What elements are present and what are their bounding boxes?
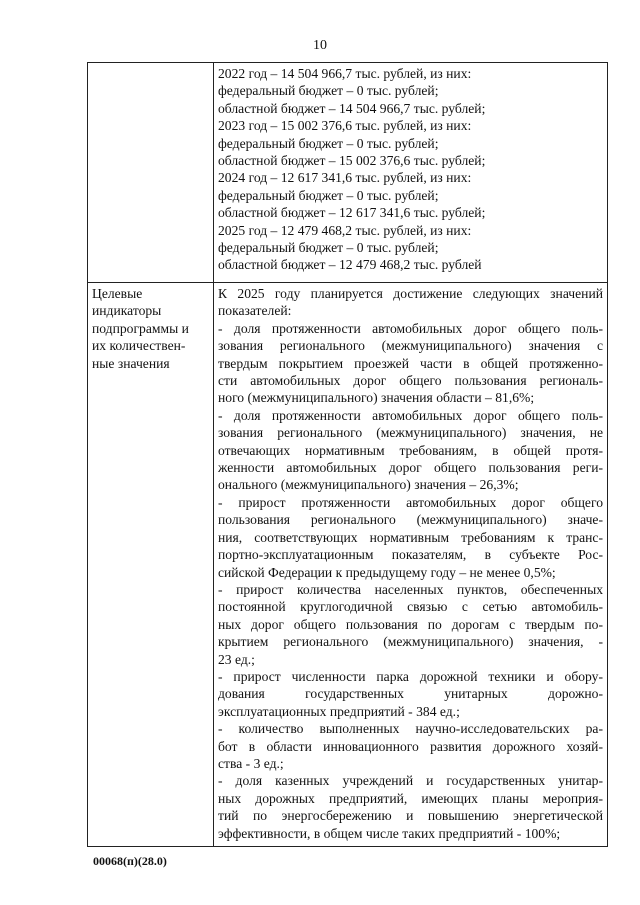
indicator-line: зования регионального (межмуниципального) значения, не (218, 425, 603, 441)
indicators-value-cell (214, 283, 608, 847)
indicator-line: - доля протяженности автомобильных дорог общего поль- (218, 320, 603, 336)
funding-line: 2022 год – 14 504 966,7 тыс. рублей, из них: (218, 66, 472, 81)
indicator-line: эффективности, в общем числе таких предприятий - 100%; (218, 825, 561, 841)
passport-table (87, 62, 608, 847)
indicator-line: ного (межмуниципального) значения области – 81,6%; (218, 390, 535, 406)
funding-line: 2025 год – 12 479 468,2 тыс. рублей, из них: (218, 222, 472, 238)
indicator-line: портно-эксплуатационным показателям, в субъекте Рос- (218, 547, 603, 563)
page-number: 10 (313, 38, 327, 53)
indicators-label-line: индикаторы (92, 303, 162, 319)
indicator-line: зования регионального (межмуниципального) значения с (218, 338, 603, 354)
indicator-line: крытием регионального (межмуниципального) значения, - (218, 634, 603, 650)
funding-line: областной бюджет – 14 504 966,7 тыс. рублей; (218, 100, 486, 116)
indicator-line: - доля протяженности автомобильных дорог общего поль- (218, 407, 603, 423)
indicator-line: бот в области инновационного развития дорожного хозяй- (218, 738, 603, 754)
indicator-line: женности автомобильных дорог общего пользования реги- (218, 460, 603, 476)
indicators-label-line: их количествен- (92, 338, 186, 354)
indicator-line: пользования регионального (межмуниципального) значе- (218, 512, 603, 528)
funding-line: областной бюджет – 12 479 468,2 тыс. рублей (218, 257, 482, 273)
funding-line: федеральный бюджет – 0 тыс. рублей; (218, 187, 439, 203)
indicator-line: К 2025 году планируется достижение следующих значений (218, 286, 603, 301)
indicator-line: - прирост протяженности автомобильных дорог общего (218, 494, 603, 510)
indicators-label-line: Целевые (92, 286, 143, 301)
indicators-row (88, 283, 608, 847)
funding-label-cell (88, 63, 214, 283)
indicators-label-cell (88, 283, 214, 847)
document-code: 00068(п)(28.0) (93, 854, 167, 868)
funding-line: областной бюджет – 12 617 341,6 тыс. рублей; (218, 205, 486, 221)
indicator-line: эксплуатационных предприятий - 384 ед.; (218, 703, 460, 719)
indicator-line: - прирост количества населенных пунктов, обеспеченных (218, 581, 603, 597)
funding-line: 2024 год – 12 617 341,6 тыс. рублей, из них: (218, 170, 472, 186)
indicator-line: ных дорог общего пользования по дорогам с твердым по- (218, 616, 603, 632)
indicator-line: постоянной круглогодичной связью с сетью автомобиль- (218, 599, 603, 615)
funding-line: областной бюджет – 15 002 376,6 тыс. рублей; (218, 153, 486, 169)
indicators-label-line: подпрограммы и (92, 320, 189, 336)
indicator-line: - прирост численности парка дорожной техники и обору- (218, 668, 603, 684)
indicator-line: показателей: (218, 303, 292, 319)
funding-line: федеральный бюджет – 0 тыс. рублей; (218, 83, 439, 99)
indicator-line: ных дорожных предприятий, имеющих планы мероприя- (218, 790, 603, 806)
funding-row (88, 63, 608, 283)
indicator-line: ства - 3 ед.; (218, 755, 284, 771)
indicator-line: - доля казенных учреждений и государственных унитар- (218, 773, 603, 789)
indicator-line: ния, соответствующих нормативным требованиям к транс- (218, 529, 603, 545)
indicator-line: 23 ед.; (218, 651, 255, 667)
funding-line: федеральный бюджет – 0 тыс. рублей; (218, 135, 439, 151)
indicators-label-line: ные значения (92, 355, 170, 371)
funding-line: 2023 год – 15 002 376,6 тыс. рублей, из них: (218, 118, 472, 134)
indicator-line: отвечающих нормативным требованиям, в общей протя- (218, 442, 603, 458)
indicator-line: - количество выполненных научно-исследовательских ра- (218, 721, 603, 737)
indicator-line: дования государственных унитарных дорожно- (218, 686, 603, 702)
indicator-line: сти автомобильных дорог общего пользования региональ- (218, 373, 603, 389)
funding-value-cell (214, 63, 608, 283)
indicator-line: тий по энергосбережению и повышению энергетической (218, 808, 603, 824)
indicator-line: онального (межмуниципального) значения – 26,3%; (218, 477, 519, 493)
funding-line: федеральный бюджет – 0 тыс. рублей; (218, 240, 439, 256)
indicator-line: твердым покрытием проезжей части в общей протяженно- (218, 355, 603, 371)
indicator-line: сийской Федерации к предыдущему году – не менее 0,5%; (218, 564, 556, 580)
